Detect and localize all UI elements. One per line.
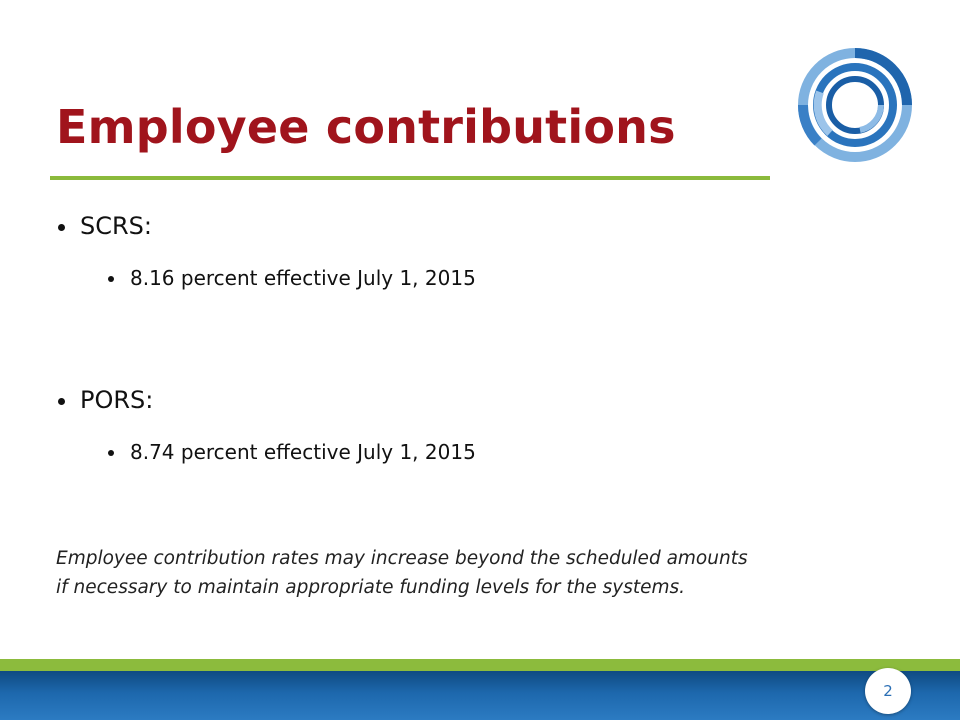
slide-title: Employee contributions (56, 100, 676, 154)
bullet-scrs-label: SCRS: (80, 212, 152, 240)
bullet-pors (80, 386, 153, 414)
bullet-dot (108, 276, 114, 282)
sub-bullet-scrs-text: 8.16 percent effective July 1, 2015 (130, 266, 476, 290)
title-divider (50, 176, 770, 180)
bullet-dot (58, 224, 65, 231)
bullet-dot (58, 398, 65, 405)
bullet-pors-label: PORS: (80, 386, 154, 414)
footnote (56, 544, 748, 602)
page-number: 2 (865, 668, 911, 714)
sub-bullet-scrs (130, 266, 476, 290)
bullet-scrs (80, 212, 152, 240)
sub-bullet-pors-text: 8.74 percent effective July 1, 2015 (130, 440, 476, 464)
bullet-dot (108, 450, 114, 456)
footer-blue-band (0, 671, 960, 720)
footnote-line-1: Employee contribution rates may increase beyond the scheduled amounts (56, 548, 748, 569)
swirl-logo-icon (790, 40, 920, 170)
footer-green-band (0, 659, 960, 671)
footnote-line-2: if necessary to maintain appropriate funding levels for the systems. (56, 577, 686, 598)
sub-bullet-pors (130, 440, 476, 464)
